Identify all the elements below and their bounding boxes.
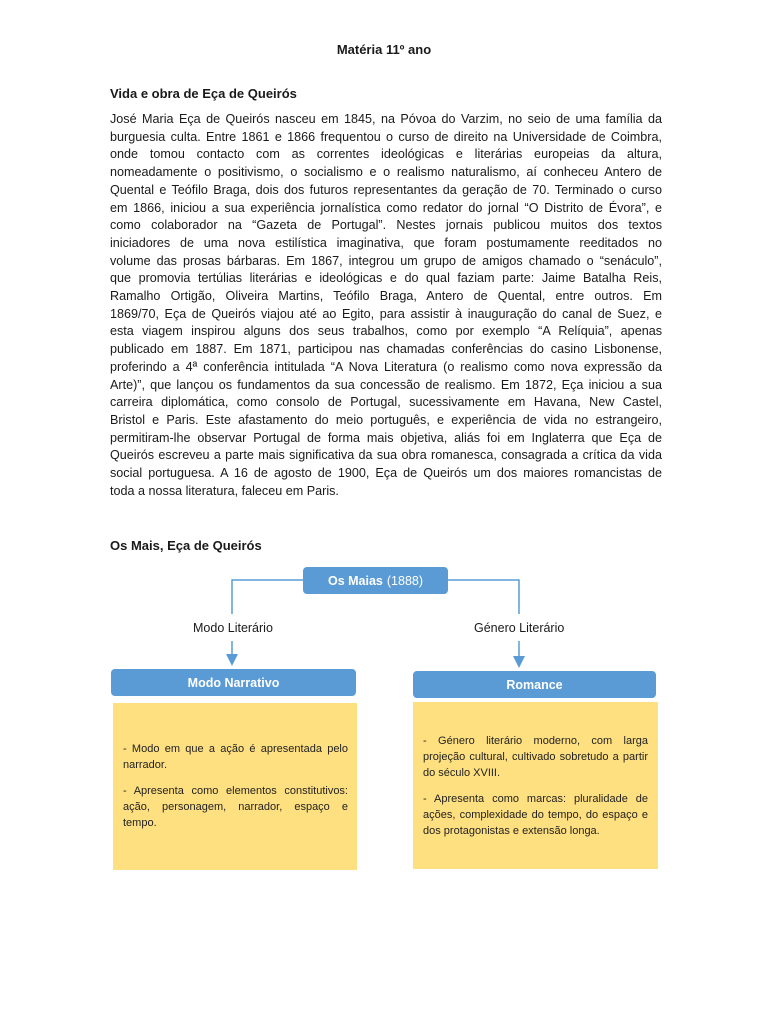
note-box-romance xyxy=(413,702,658,869)
paragraph-line: Quental e Teófilo Braga, dois dos futuros representantes da geração de 70. Terminado o curso xyxy=(110,182,662,197)
paragraph-line: Bristol e Paris. Este afastamento do meio português, e experiência de vida no estrangeiro, xyxy=(110,412,662,427)
note-box-modo-narrativo xyxy=(113,703,357,870)
connector-left xyxy=(232,580,303,614)
paragraph-line: esta viagem inspirou alguns dos seus trabalhos, como por exemplo “A Relíquia”, apenas xyxy=(110,324,662,339)
paragraph-line: burguesia culta. Entre 1861 e 1866 frequentou o curso de direito na Universidade de Coimbra, xyxy=(110,129,662,144)
paragraph-line: Queirós escreveu a parte mais significativa da sua obra romanesca, consagrada a crítica da vida xyxy=(110,448,662,463)
paragraph-line: nomeadamente o positivismo, o socialismo e o realismo naturalismo, aí conheceu Antero de xyxy=(110,165,662,180)
paragraph-line: onde tomou contacto com as correntes ideológicas e literárias europeias da altura, xyxy=(110,147,662,162)
note-item: - Género literário moderno, com larga projeção cultural, cultivado sobretudo a partir do século XVIII. xyxy=(423,735,648,779)
connector-right xyxy=(448,580,519,614)
paragraph-line: proferindo a 4ª conferência intitulada “A Nova Literatura (o realismo como nova expressão da xyxy=(110,359,662,374)
root-node-year: (1888) xyxy=(386,573,424,588)
section-heading-life-work: Vida e obra de Eça de Queirós xyxy=(110,86,297,101)
paragraph-line: carreira diplomática, como consolo de Portugal, sucessivamente em Havana, New Castel, xyxy=(110,395,662,410)
paragraph-line: 1869/70, Eça de Queirós viajou até ao Egito, para assistir à inauguração do canal de Suez, e xyxy=(110,306,662,321)
note-item: - Modo em que a ação é apresentada pelo narrador. xyxy=(123,743,348,771)
paragraph-line: como colaborador na “Gazeta de Portugal”. Nestes jornais publicou muitos dos textos xyxy=(110,218,662,233)
page-title: Matéria 11º ano xyxy=(336,42,432,57)
note-item: - Apresenta como elementos constitutivos: ação, personagem, narrador, espaço e tempo. xyxy=(123,785,348,829)
paragraph-line: iniciadores de uma nova estilística imaginativa, que foram postumamente reeditados no xyxy=(110,235,662,250)
paragraph-line: em 1866, iniciou a sua experiência jornalística como redator do jornal “O Distrito de Évora”, e xyxy=(110,200,662,215)
paragraph-line: permitiram-lhe observar Portugal de forma mais objetiva, aliás foi em Inglaterra que Eça de xyxy=(110,430,662,445)
section-heading-os-maias: Os Mais, Eça de Queirós xyxy=(110,538,262,553)
paragraph-line: Ramalho Ortigão, Oliveira Martins, Teófilo Braga, Antero de Quental, entre outros. Em xyxy=(110,289,662,304)
paragraph-line: Arte)”, que lançou os fundamentos da sua concessão de realismo. Em 1872, Eça iniciou a sua xyxy=(110,377,662,392)
category-node-romance: Romance xyxy=(413,671,656,698)
paragraph-line: volume das prosas bárbaras. Em 1867, integrou um grupo de amigos chamado o “senáculo”, xyxy=(110,253,662,268)
paragraph-line: José Maria Eça de Queirós nasceu em 1845, na Póvoa do Varzim, no seio de uma família da xyxy=(110,112,662,126)
paragraph-line: publicado em 1887. Em 1871, participou nas chamadas conferências do casino Lisbonense, xyxy=(110,342,662,357)
category-node-modo-narrativo: Modo Narrativo xyxy=(111,669,356,696)
note-item: - Apresenta como marcas: pluralidade de ações, complexidade do tempo, do espaço e dos protagonistas e extensão longa. xyxy=(423,793,648,837)
branch-label-genero-literario: Género Literário xyxy=(474,621,565,635)
root-node-title: Os Maias xyxy=(327,573,383,588)
paragraph-line: que promovia tertúlias literárias e ideológicas e do qual faziam parte: Jaime Batalha Reis, xyxy=(110,271,662,286)
root-node-os-maias xyxy=(303,567,448,594)
branch-label-modo-literario: Modo Literário xyxy=(193,621,273,635)
paragraph-line: toda a nossa literatura, faleceu em Paris. xyxy=(110,483,339,498)
paragraph-line: social portuguesa. A 16 de agosto de 1900, Eça de Queirós um dos maiores romancistas de xyxy=(110,466,662,481)
